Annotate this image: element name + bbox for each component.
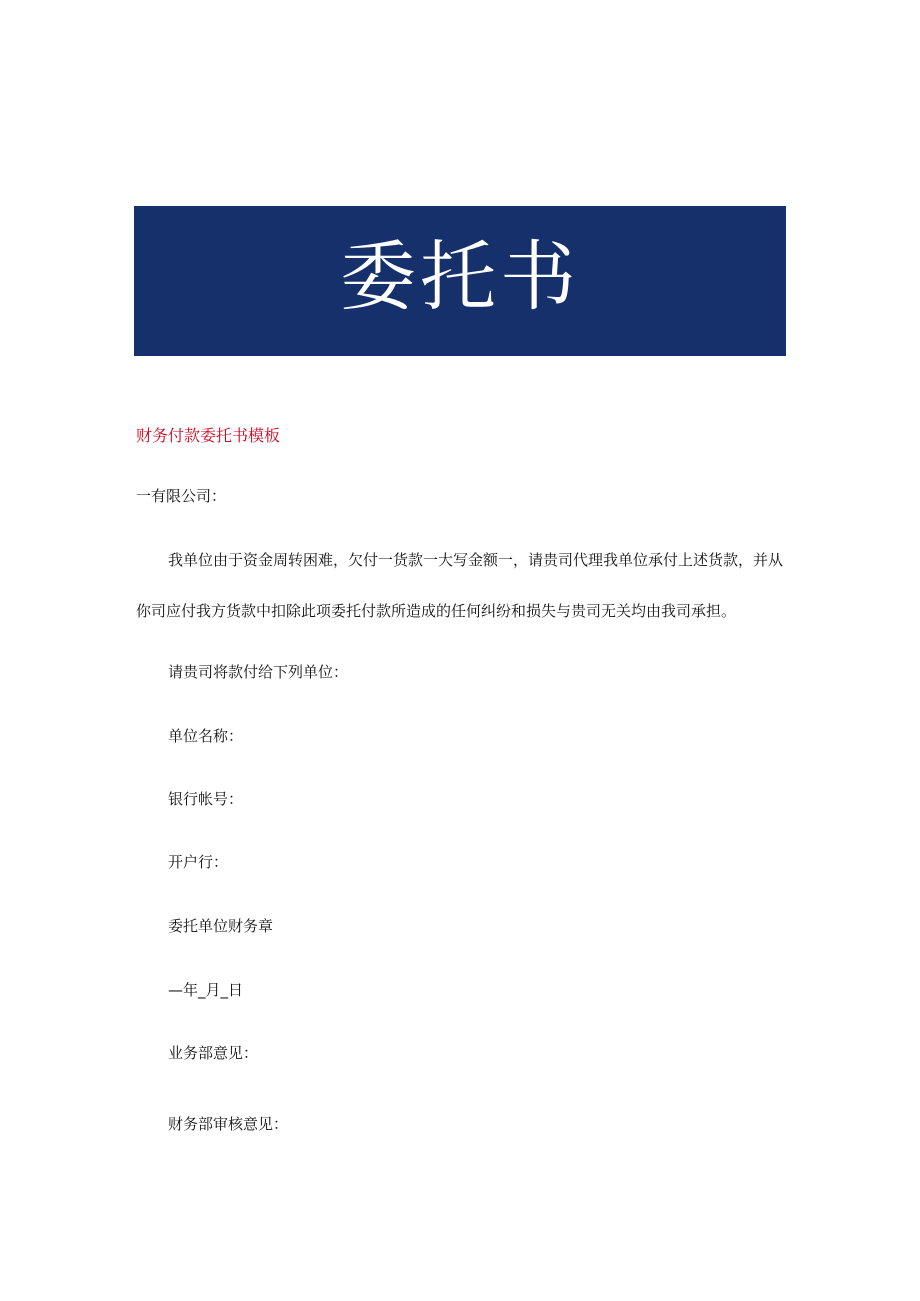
paragraph-line-2: 你司应付我方货款中扣除此项委托付款所造成的任何纠纷和损失与贵司无关均由我司承担。: [136, 602, 737, 620]
payment-request-line: 请贵司将款付给下列单位：: [168, 663, 349, 681]
finance-opinion-line: 财务部审核意见：: [168, 1115, 289, 1133]
template-subtitle: 财务付款委托书模板: [136, 426, 281, 445]
document-title: 委托书: [340, 232, 580, 321]
business-opinion-line: 业务部意见：: [168, 1044, 259, 1062]
paragraph-line-1: 我单位由于资金周转困难，欠付一货款一大写金额一，请贵司代理我单位承付上述货款，并从: [168, 551, 784, 569]
addressee-line: 一有限公司：: [136, 487, 227, 505]
finance-seal-line: 委托单位财务章: [168, 917, 274, 935]
title-banner: [134, 206, 786, 356]
unit-name-field: 单位名称：: [168, 727, 244, 745]
bank-account-field: 银行帐号：: [168, 790, 244, 808]
date-line: —年_月_日: [168, 981, 244, 999]
opening-bank-field: 开户行：: [168, 853, 229, 871]
